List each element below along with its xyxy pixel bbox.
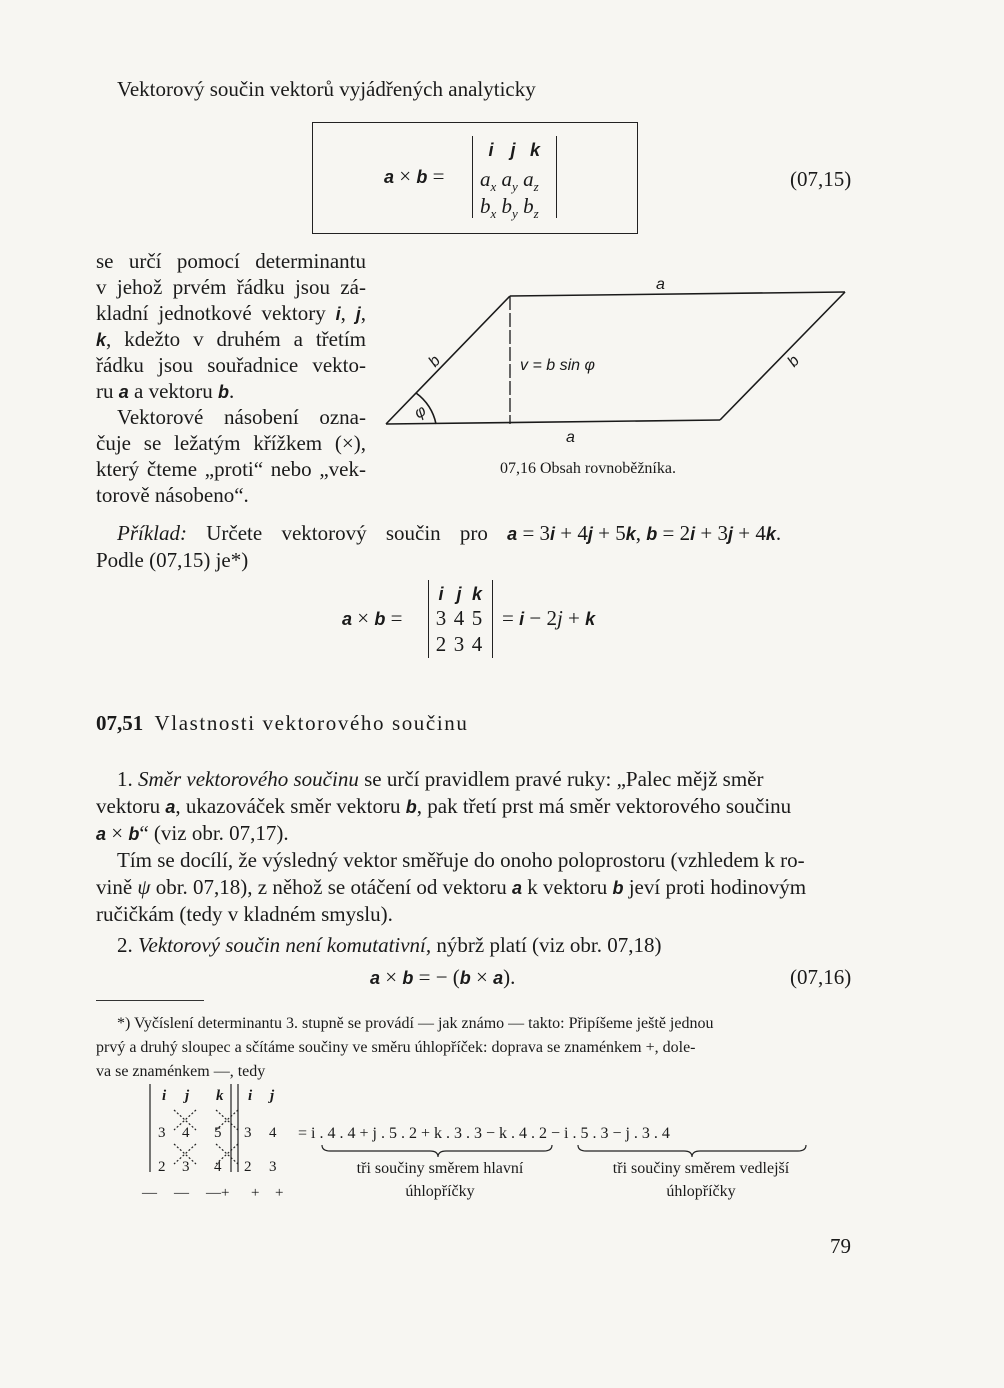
label-left-b: b: [425, 352, 445, 371]
brace-left-label-2: úhlopříčky: [405, 1183, 475, 1200]
equation-number-0716: (07,16): [790, 965, 852, 989]
side-right: [720, 292, 845, 420]
grid-r3c1: 2: [158, 1159, 166, 1175]
example-line-2: Podle (07,15) je*): [96, 548, 249, 572]
brace-left-label-1: tři součiny směrem hlavní: [356, 1160, 524, 1177]
formula-0716: a × b = − (b × a).: [370, 965, 516, 989]
intro-line: Vektorový součin vektorů vyjádřených analyticky: [117, 77, 536, 101]
angle-label: φ: [411, 402, 430, 423]
grid-r1c3: k: [216, 1088, 224, 1104]
left-text-line-3: kladní jednotkové vektory i, j,: [96, 301, 367, 325]
sarrus-grid: [138, 1080, 298, 1205]
example-det-row-3: 2 3 4: [435, 632, 483, 656]
left-text-line-10: torově násobeno“.: [96, 483, 249, 507]
label-right-b: b: [784, 352, 804, 371]
grid-r2c5: 4: [269, 1125, 277, 1141]
example-det-row-2: 3 4 5: [435, 606, 483, 630]
det-row-1: i j k: [488, 140, 540, 160]
grid-r1c2: j: [185, 1088, 190, 1104]
left-text-line-7: Vektorové násobení ozna-: [117, 405, 366, 429]
example-det-bar-left: [428, 580, 429, 658]
det-bar-right: [556, 136, 557, 218]
left-text-line-9: který čteme „proti“ nebo „vek-: [96, 457, 366, 481]
brace-right-label-2: úhlopříčky: [666, 1183, 736, 1200]
section-heading: 07,51 Vlastnosti vektorového součinu: [96, 711, 469, 735]
grid-r2c2: 4: [182, 1125, 190, 1141]
grid-sign-3: —+: [206, 1185, 230, 1201]
example-result: = i − 2j + k: [502, 606, 596, 630]
left-text-line-4: k, kdežto v druhém a třetím: [96, 327, 366, 351]
grid-r3c5: 3: [269, 1159, 277, 1175]
footnote-line-2: prvý a druhý sloupec a sčítáme součiny ve směru úhlopříček: doprava se znaménkem +, dole-: [96, 1039, 696, 1056]
left-text-line-1: se určí pomocí determinantu: [96, 249, 366, 273]
sarrus-expansion: = i . 4 . 4 + j . 5 . 2 + k . 3 . 3 − k . 4 . 2 − i . 5 . 3 − j . 3 . 4: [298, 1125, 670, 1142]
footnote-rule: [96, 1000, 204, 1001]
example-det-bar-right: [492, 580, 493, 658]
example-det-row-1: i j k: [438, 584, 482, 604]
para3-line-1: 2. Vektorový součin není komutativní, nýbrž platí (viz obr. 07,18): [117, 933, 662, 957]
grid-sign-1: —: [142, 1185, 157, 1201]
page-number: 79: [830, 1234, 851, 1258]
side-left: [386, 296, 510, 424]
para2-line-2: vině ψ obr. 07,18), z něhož se otáčení od vektoru a k vektoru b jeví proti hodinovým: [96, 875, 807, 899]
brace-left: [322, 1145, 552, 1157]
grid-sign-2: —: [174, 1185, 189, 1201]
grid-r1c1: i: [162, 1088, 167, 1104]
footnote-line-3: va se znaménkem —, tedy: [96, 1063, 266, 1080]
det-row-2: $a_x$ $a_y$ $a_z$: [480, 167, 539, 195]
left-text-line-6: ru a a vektoru b.: [96, 379, 235, 403]
det-bar-left: [472, 136, 473, 218]
grid-r1c5: j: [270, 1088, 275, 1104]
para2-line-1: Tím se docílí, že výsledný vektor směřuje do onoho poloprostoru (vzhledem k ro-: [117, 848, 805, 872]
para1-line-3: a × b“ (viz obr. 07,17).: [96, 821, 289, 845]
label-bottom-a: a: [566, 429, 575, 446]
equation-number-0715: (07,15): [790, 167, 852, 191]
det-row-3: $b_x$ $b_y$ $b_z$: [480, 194, 539, 222]
para1-line-1: 1. Směr vektorového součinu se určí pravidlem pravé ruky: „Palec mějž směr: [117, 767, 764, 791]
label-top-a: a: [656, 276, 665, 293]
left-text-line-5: řádku jsou souřadnice vekto-: [96, 353, 366, 377]
grid-r3c3: 4: [214, 1159, 222, 1175]
para1-line-2: vektoru a, ukazováček směr vektoru b, pak třetí prst má směr vektorového součinu: [96, 794, 792, 818]
brace-right-label-1: tři součiny směrem vedlejší: [612, 1160, 790, 1177]
grid-r3c4: 2: [244, 1159, 252, 1175]
footnote-line-1: *) Vyčíslení determinantu 3. stupně se provádí — jak známo — takto: Připíšeme ještě jednou: [117, 1015, 714, 1032]
height-label: v = b sin φ: [520, 357, 595, 374]
parallelogram-figure: [380, 270, 860, 480]
left-text-line-2: v jehož prvém řádku jsou zá-: [96, 275, 366, 299]
grid-sign-4: +: [251, 1185, 260, 1201]
grid-r1c4: i: [248, 1088, 253, 1104]
left-text-line-8: čuje se ležatým křížkem (×),: [96, 431, 366, 455]
grid-r3c2: 3: [182, 1159, 190, 1175]
grid-r2c3: 5: [214, 1125, 222, 1141]
figure-caption: 07,16 Obsah rovnoběžníka.: [500, 460, 676, 477]
formula-box: [312, 122, 638, 234]
grid-r2c1: 3: [158, 1125, 166, 1141]
para2-line-3: ručičkám (tedy v kladném smyslu).: [96, 902, 393, 926]
grid-sign-5: +: [275, 1185, 284, 1201]
example-lhs: a × b =: [342, 606, 403, 630]
example-line: Příklad: Určete vektorový součin pro a = 3i + 4j + 5k, b = 2i + 3j + 4k.: [117, 521, 782, 545]
formula-lhs: a × b =: [384, 164, 445, 188]
grid-r2c4: 3: [244, 1125, 252, 1141]
side-top: [510, 292, 845, 296]
brace-right: [578, 1145, 806, 1157]
